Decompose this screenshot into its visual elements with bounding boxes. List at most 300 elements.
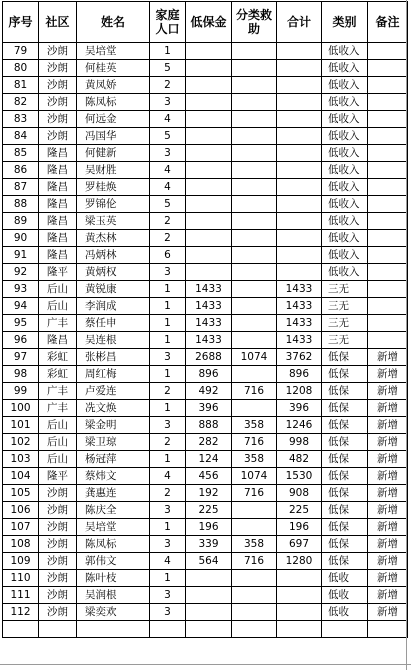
cell-household-size: 2 <box>150 485 186 502</box>
table-row <box>3 332 408 349</box>
cell-name: 吴培堂 <box>77 43 150 60</box>
cell-community: 沙朗 <box>39 43 77 60</box>
cell-total <box>277 247 322 264</box>
cell-allowance: 456 <box>186 468 232 485</box>
cell-remark: 新增 <box>368 349 408 366</box>
cell-allowance: 396 <box>186 400 232 417</box>
cell-seq: 97 <box>3 349 39 366</box>
cell-seq: 102 <box>3 434 39 451</box>
cell-remark: 新增 <box>368 468 408 485</box>
cell-classified-aid <box>232 196 277 213</box>
cell-name: 冯国华 <box>77 128 150 145</box>
cell-allowance: 124 <box>186 451 232 468</box>
cell-household-size: 2 <box>150 434 186 451</box>
page-edge-right <box>406 0 407 670</box>
cell-household-size: 1 <box>150 451 186 468</box>
cell-household-size: 1 <box>150 298 186 315</box>
table-row <box>3 366 408 383</box>
cell-seq: 101 <box>3 417 39 434</box>
cell-category: 低收入 <box>322 145 368 162</box>
cell-name: 郭伟文 <box>77 553 150 570</box>
cell-classified-aid <box>232 332 277 349</box>
cell-total: 225 <box>277 502 322 519</box>
cell-category: 低保 <box>322 519 368 536</box>
cell-category: 低收 <box>322 587 368 604</box>
cell-name: 罗锦伦 <box>77 196 150 213</box>
cell-name: 张彬昌 <box>77 349 150 366</box>
table-row <box>3 213 408 230</box>
cell-community: 广丰 <box>39 383 77 400</box>
cell-total: 196 <box>277 519 322 536</box>
cell-name: 黄炳权 <box>77 264 150 281</box>
cell-total <box>277 128 322 145</box>
cell-allowance <box>186 77 232 94</box>
cell-classified-aid <box>232 162 277 179</box>
cell-category: 低收入 <box>322 128 368 145</box>
cell-allowance <box>186 43 232 60</box>
cell-community: 沙朗 <box>39 553 77 570</box>
cell-remark <box>368 332 408 349</box>
table-row <box>3 604 408 621</box>
cell-classified-aid: 1074 <box>232 468 277 485</box>
cell-remark: 新增 <box>368 587 408 604</box>
cell-total: 3762 <box>277 349 322 366</box>
cell-classified-aid <box>232 43 277 60</box>
cell-allowance: 1433 <box>186 281 232 298</box>
cell-allowance: 2688 <box>186 349 232 366</box>
cell-remark <box>368 298 408 315</box>
cell-category: 低保 <box>322 400 368 417</box>
cell-household-size: 4 <box>150 111 186 128</box>
cell-community: 沙朗 <box>39 111 77 128</box>
cell-household-size: 2 <box>150 213 186 230</box>
cell-community: 沙朗 <box>39 570 77 587</box>
cell-remark: 新增 <box>368 400 408 417</box>
cell-remark <box>368 43 408 60</box>
cell-household-size: 3 <box>150 94 186 111</box>
cell-community: 隆昌 <box>39 247 77 264</box>
header-household-size: 家庭人口 <box>150 2 186 43</box>
cell-household-size: 1 <box>150 366 186 383</box>
cell-household-size: 3 <box>150 349 186 366</box>
cell-community: 隆平 <box>39 468 77 485</box>
cell-seq: 88 <box>3 196 39 213</box>
cell-seq: 92 <box>3 264 39 281</box>
cell-household-size: 4 <box>150 553 186 570</box>
cell-community: 沙朗 <box>39 519 77 536</box>
cell-category: 低收入 <box>322 94 368 111</box>
relief-roster-sheet <box>2 1 407 663</box>
table-row <box>3 570 408 587</box>
cell-category: 三无 <box>322 281 368 298</box>
cell-household-size: 1 <box>150 519 186 536</box>
cell-name: 冯炳林 <box>77 247 150 264</box>
cell-remark: 新增 <box>368 553 408 570</box>
cell-allowance: 896 <box>186 366 232 383</box>
cell-total <box>277 179 322 196</box>
cell-remark <box>368 94 408 111</box>
cell-remark <box>368 264 408 281</box>
cell-name: 黄锐康 <box>77 281 150 298</box>
cell-classified-aid: 358 <box>232 417 277 434</box>
cell-category: 低保 <box>322 417 368 434</box>
cell-allowance <box>186 145 232 162</box>
cell-name: 蔡任申 <box>77 315 150 332</box>
cell-remark <box>368 247 408 264</box>
cell-household-size: 4 <box>150 179 186 196</box>
cell-classified-aid <box>232 60 277 77</box>
cell-name: 冼文焕 <box>77 400 150 417</box>
cell-allowance: 492 <box>186 383 232 400</box>
cell-household-size: 6 <box>150 247 186 264</box>
cell-remark: 新增 <box>368 366 408 383</box>
table-row <box>3 536 408 553</box>
cell-classified-aid <box>232 281 277 298</box>
cell-category: 低收入 <box>322 60 368 77</box>
cell-name: 杨冠萍 <box>77 451 150 468</box>
cell-category: 低收 <box>322 570 368 587</box>
cell-remark: 新增 <box>368 536 408 553</box>
cell-classified-aid <box>232 315 277 332</box>
cell-total: 1433 <box>277 298 322 315</box>
cell-name: 梁金明 <box>77 417 150 434</box>
cell-community: 隆昌 <box>39 213 77 230</box>
cell-total: 1530 <box>277 468 322 485</box>
cell-remark: 新增 <box>368 383 408 400</box>
cell-remark <box>368 60 408 77</box>
cell-classified-aid <box>232 247 277 264</box>
table-row <box>3 468 408 485</box>
cell-community: 隆昌 <box>39 145 77 162</box>
cell-category: 低保 <box>322 468 368 485</box>
page-edge-bottom <box>0 664 411 665</box>
cell-allowance <box>186 179 232 196</box>
cell-classified-aid <box>232 94 277 111</box>
cell-total <box>277 213 322 230</box>
cell-seq: 93 <box>3 281 39 298</box>
table-row <box>3 349 408 366</box>
table-row <box>3 281 408 298</box>
cell-name: 梁卫琼 <box>77 434 150 451</box>
cell-allowance: 192 <box>186 485 232 502</box>
cell-classified-aid <box>232 400 277 417</box>
cell-household-size: 3 <box>150 536 186 553</box>
header-category: 类别 <box>322 2 368 43</box>
cell-category: 低收入 <box>322 230 368 247</box>
cell-community: 沙朗 <box>39 536 77 553</box>
cell-seq: 85 <box>3 145 39 162</box>
cell-household-size: 3 <box>150 604 186 621</box>
cell-total <box>277 111 322 128</box>
cell-classified-aid: 716 <box>232 485 277 502</box>
cell-classified-aid: 358 <box>232 536 277 553</box>
cell-remark: 新增 <box>368 519 408 536</box>
cell-allowance <box>186 111 232 128</box>
cell-seq: 95 <box>3 315 39 332</box>
table-row <box>3 519 408 536</box>
cell-total <box>277 77 322 94</box>
cell-allowance <box>186 587 232 604</box>
cell-community: 沙朗 <box>39 485 77 502</box>
cell-remark <box>368 315 408 332</box>
cell-community: 后山 <box>39 298 77 315</box>
cell-total <box>277 60 322 77</box>
cell-seq: 105 <box>3 485 39 502</box>
cell-community: 沙朗 <box>39 128 77 145</box>
cell-community: 彩虹 <box>39 349 77 366</box>
table-row <box>3 485 408 502</box>
cell-total <box>277 570 322 587</box>
cell-seq: 81 <box>3 77 39 94</box>
cell-name: 陈庆全 <box>77 502 150 519</box>
header-allowance: 低保金 <box>186 2 232 43</box>
table-row <box>3 247 408 264</box>
table-row <box>3 60 408 77</box>
cell-allowance <box>186 604 232 621</box>
empty-cell <box>3 621 39 638</box>
cell-remark: 新增 <box>368 485 408 502</box>
cell-community: 沙朗 <box>39 502 77 519</box>
cell-classified-aid <box>232 77 277 94</box>
cell-total <box>277 230 322 247</box>
cell-allowance <box>186 570 232 587</box>
cell-total <box>277 162 322 179</box>
cell-total <box>277 145 322 162</box>
table-row <box>3 315 408 332</box>
cell-community: 沙朗 <box>39 94 77 111</box>
table-row <box>3 587 408 604</box>
cell-name: 陈凤标 <box>77 94 150 111</box>
cell-total <box>277 604 322 621</box>
table-row <box>3 502 408 519</box>
cell-seq: 99 <box>3 383 39 400</box>
cell-category: 低保 <box>322 485 368 502</box>
cell-total: 1208 <box>277 383 322 400</box>
cell-name: 梁玉英 <box>77 213 150 230</box>
cell-classified-aid: 358 <box>232 451 277 468</box>
cell-classified-aid <box>232 128 277 145</box>
cell-allowance <box>186 213 232 230</box>
cell-community: 隆昌 <box>39 162 77 179</box>
cell-name: 吴培堂 <box>77 519 150 536</box>
cell-category: 三无 <box>322 315 368 332</box>
cell-classified-aid <box>232 179 277 196</box>
table-row <box>3 43 408 60</box>
header-community: 社区 <box>39 2 77 43</box>
cell-community: 后山 <box>39 451 77 468</box>
cell-total: 1433 <box>277 281 322 298</box>
cell-household-size: 3 <box>150 145 186 162</box>
cell-name: 陈凤标 <box>77 536 150 553</box>
table-row <box>3 179 408 196</box>
cell-total <box>277 94 322 111</box>
cell-household-size: 3 <box>150 587 186 604</box>
cell-seq: 82 <box>3 94 39 111</box>
cell-seq: 98 <box>3 366 39 383</box>
cell-seq: 108 <box>3 536 39 553</box>
cell-community: 沙朗 <box>39 604 77 621</box>
cell-category: 低收入 <box>322 162 368 179</box>
cell-category: 低保 <box>322 536 368 553</box>
table-row <box>3 553 408 570</box>
cell-allowance <box>186 264 232 281</box>
cell-total: 896 <box>277 366 322 383</box>
cell-community: 隆昌 <box>39 332 77 349</box>
cell-household-size: 5 <box>150 196 186 213</box>
cell-seq: 111 <box>3 587 39 604</box>
cell-total <box>277 587 322 604</box>
cell-remark <box>368 230 408 247</box>
table-row <box>3 400 408 417</box>
cell-category: 低保 <box>322 349 368 366</box>
cell-total: 697 <box>277 536 322 553</box>
cell-name: 吴财胜 <box>77 162 150 179</box>
cell-household-size: 1 <box>150 281 186 298</box>
cell-category: 三无 <box>322 298 368 315</box>
table-row <box>3 298 408 315</box>
cell-seq: 106 <box>3 502 39 519</box>
cell-allowance <box>186 247 232 264</box>
cell-household-size: 3 <box>150 502 186 519</box>
cell-household-size: 1 <box>150 43 186 60</box>
cell-name: 李润成 <box>77 298 150 315</box>
cell-category: 低收入 <box>322 264 368 281</box>
cell-remark: 新增 <box>368 434 408 451</box>
cell-remark <box>368 213 408 230</box>
cell-allowance <box>186 230 232 247</box>
cell-category: 低收入 <box>322 77 368 94</box>
cell-classified-aid: 1074 <box>232 349 277 366</box>
table-row-empty <box>3 621 408 638</box>
cell-household-size: 4 <box>150 468 186 485</box>
cell-name: 卢爱连 <box>77 383 150 400</box>
cell-household-size: 5 <box>150 128 186 145</box>
cell-community: 广丰 <box>39 400 77 417</box>
cell-remark <box>368 179 408 196</box>
cell-category: 低收入 <box>322 247 368 264</box>
cell-total: 1433 <box>277 332 322 349</box>
cell-seq: 79 <box>3 43 39 60</box>
table-row <box>3 383 408 400</box>
empty-cell <box>150 621 186 638</box>
cell-category: 低收入 <box>322 179 368 196</box>
cell-seq: 91 <box>3 247 39 264</box>
cell-category: 低保 <box>322 383 368 400</box>
table-row <box>3 111 408 128</box>
cell-allowance <box>186 94 232 111</box>
cell-allowance <box>186 128 232 145</box>
cell-classified-aid <box>232 366 277 383</box>
cell-name: 周红梅 <box>77 366 150 383</box>
cell-total: 908 <box>277 485 322 502</box>
cell-name: 罗桂焕 <box>77 179 150 196</box>
cell-household-size: 2 <box>150 383 186 400</box>
cell-category: 低收入 <box>322 196 368 213</box>
cell-household-size: 3 <box>150 264 186 281</box>
cell-allowance <box>186 60 232 77</box>
cell-category: 低保 <box>322 434 368 451</box>
cell-household-size: 1 <box>150 570 186 587</box>
cell-name: 黄凤娇 <box>77 77 150 94</box>
empty-cell <box>77 621 150 638</box>
table-row <box>3 434 408 451</box>
empty-cell <box>186 621 232 638</box>
cell-name: 吴连根 <box>77 332 150 349</box>
cell-category: 低保 <box>322 553 368 570</box>
cell-community: 沙朗 <box>39 77 77 94</box>
header-total: 合计 <box>277 2 322 43</box>
cell-category: 低保 <box>322 451 368 468</box>
header-classified-aid: 分类救助 <box>232 2 277 43</box>
cell-household-size: 2 <box>150 77 186 94</box>
cell-household-size: 4 <box>150 162 186 179</box>
table-row <box>3 417 408 434</box>
cell-classified-aid <box>232 587 277 604</box>
empty-cell <box>322 621 368 638</box>
cell-allowance: 888 <box>186 417 232 434</box>
cell-allowance: 1433 <box>186 315 232 332</box>
cell-category: 低收入 <box>322 111 368 128</box>
cell-allowance <box>186 162 232 179</box>
cell-allowance: 564 <box>186 553 232 570</box>
cell-classified-aid: 716 <box>232 383 277 400</box>
cell-classified-aid <box>232 111 277 128</box>
cell-name: 何桂英 <box>77 60 150 77</box>
cell-seq: 84 <box>3 128 39 145</box>
cell-total <box>277 43 322 60</box>
cell-remark: 新增 <box>368 570 408 587</box>
cell-total: 1246 <box>277 417 322 434</box>
cell-allowance: 282 <box>186 434 232 451</box>
cell-remark <box>368 281 408 298</box>
cell-classified-aid <box>232 604 277 621</box>
cell-household-size: 1 <box>150 332 186 349</box>
cell-household-size: 1 <box>150 400 186 417</box>
table-row <box>3 77 408 94</box>
cell-allowance: 225 <box>186 502 232 519</box>
cell-classified-aid <box>232 298 277 315</box>
cell-classified-aid <box>232 519 277 536</box>
header-seq: 序号 <box>3 2 39 43</box>
cell-household-size: 3 <box>150 417 186 434</box>
header-row <box>3 2 408 43</box>
table-row <box>3 230 408 247</box>
table-row <box>3 264 408 281</box>
cell-total: 1280 <box>277 553 322 570</box>
cell-classified-aid <box>232 264 277 281</box>
cell-remark <box>368 128 408 145</box>
cell-name: 吴润根 <box>77 587 150 604</box>
empty-cell <box>368 621 408 638</box>
roster-body <box>3 43 408 638</box>
empty-cell <box>277 621 322 638</box>
cell-category: 三无 <box>322 332 368 349</box>
cell-seq: 112 <box>3 604 39 621</box>
cell-remark: 新增 <box>368 451 408 468</box>
cell-seq: 90 <box>3 230 39 247</box>
cell-category: 低保 <box>322 366 368 383</box>
cell-allowance: 1433 <box>186 332 232 349</box>
cell-classified-aid <box>232 502 277 519</box>
cell-seq: 107 <box>3 519 39 536</box>
table-row <box>3 451 408 468</box>
cell-remark <box>368 145 408 162</box>
cell-seq: 87 <box>3 179 39 196</box>
cell-classified-aid <box>232 570 277 587</box>
cell-total <box>277 264 322 281</box>
cell-total: 1433 <box>277 315 322 332</box>
cell-remark <box>368 162 408 179</box>
